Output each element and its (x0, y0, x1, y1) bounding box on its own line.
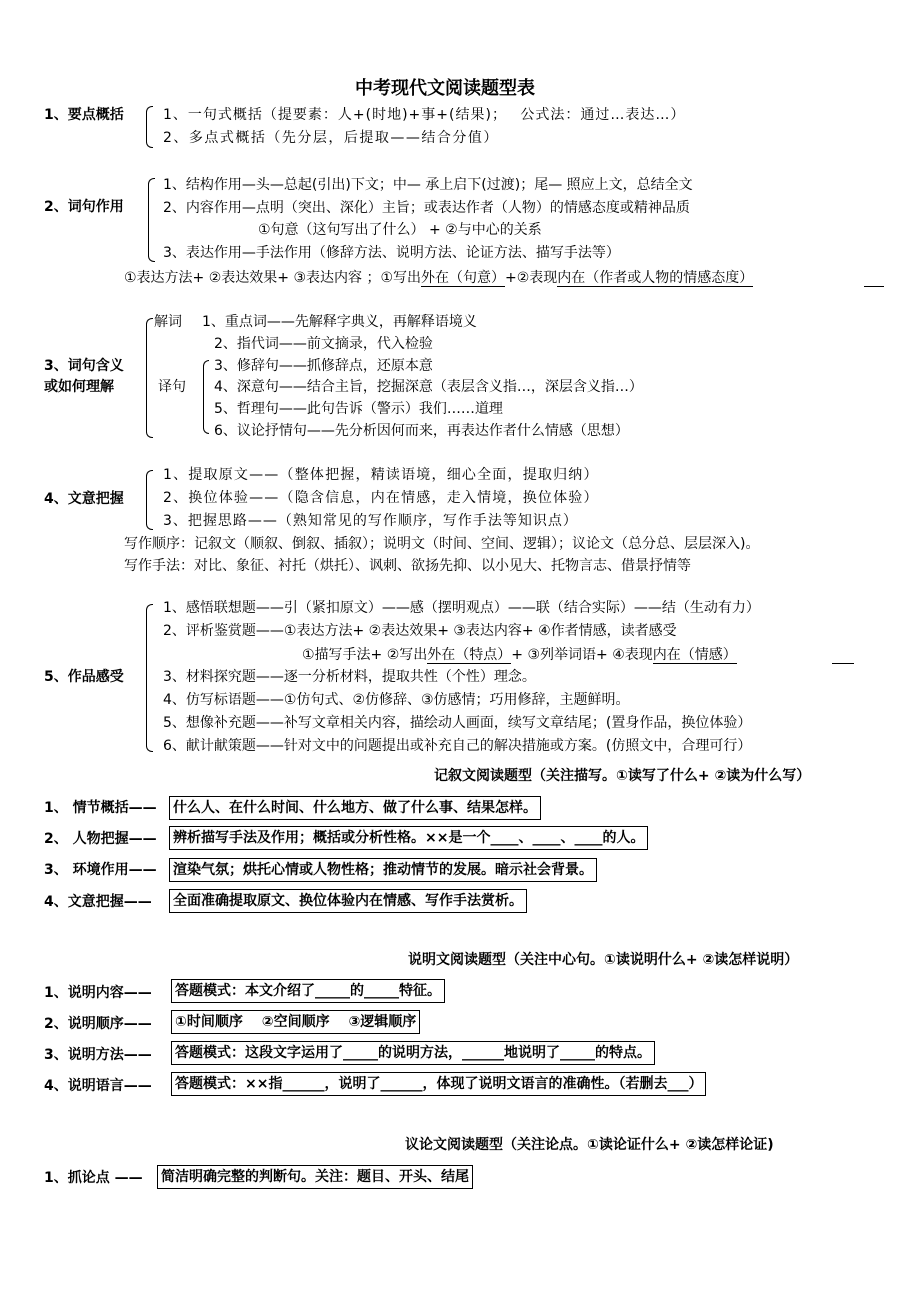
section-2-line-3: ①句意（这句写出了什么） + ②与中心的关系 (258, 222, 542, 238)
narrative-row-2-content: 辨析描写手法及作用；概括或分析性格。××是一个____、____、____的人。 (169, 826, 648, 850)
argumentative-row-1-content: 简洁明确完整的判断句。关注：题目、开头、结尾 (157, 1165, 473, 1189)
section-4-writing-order: 写作顺序：记叙文（顺叙、倒叙、插叙）；说明文（时间、空间、逻辑）；议论文（总分总、层层深入)。 (124, 536, 760, 552)
section-1-heading: 1、要点概括 (44, 107, 124, 123)
section-5-line-6: 5、想像补充题——补写文章相关内容，描绘动人画面，续写文章结尾；(置身作品，换位体验） (163, 715, 752, 731)
expository-row-2-content: ①时间顺序 ②空间顺序 ③逻辑顺序 (171, 1010, 420, 1034)
expository-row-4-content: 答题模式：××指______，说明了______，体现了说明文语言的准确性。（若删去___） (171, 1072, 706, 1096)
section-1-line-2: 2、多点式概括（先分层，后提取——结合分值） (163, 130, 499, 146)
section-4-item-2: 2、换位体验——（隐含信息，内在情感，走入情境，换位体验） (163, 490, 599, 506)
section-3-item-5: 5、哲理句——此句告诉（警示）我们……道理 (214, 401, 503, 417)
section-3-jieci: 解词 (154, 314, 182, 330)
section-5-line-1: 1、感悟联想题——引（紧扣原文）——感（摆明观点）——联（结合实际）——结（生动有力） (163, 600, 760, 616)
narrative-heading: 记叙文阅读题型（关注描写。①读写了什么+ ②读为什么写） (434, 768, 811, 784)
section-3-item-4: 4、深意句——结合主旨，挖掘深意（表层含义指…，深层含义指…） (214, 379, 643, 395)
section-4-brace (146, 470, 153, 530)
section-4-writing-technique: 写作手法：对比、象征、衬托（烘托）、讽刺、欲扬先抑、以小见大、托物言志、借景抒情等 (124, 558, 691, 574)
expository-row-1-content: 答题模式：本文介绍了_____的_____特征。 (171, 979, 445, 1003)
section-2-line-5-c: +②表现 (505, 270, 558, 286)
section-1-brace (146, 106, 153, 148)
narrative-row-3-label: 3、 环境作用—— (44, 862, 157, 878)
narrative-row-1-content: 什么人、在什么时间、什么地方、做了什么事、结果怎样。 (169, 796, 541, 820)
section-3-inner-brace (203, 360, 209, 434)
section-3-brace (146, 318, 153, 438)
section-4-item-1: 1、提取原文——（整体把握，精读语境，细心全面，提取归纳） (163, 467, 599, 483)
page-title: 中考现代文阅读题型表 (355, 78, 535, 99)
section-5-brace (146, 604, 153, 752)
section-4-item-3: 3、把握思路——（熟知常见的写作顺序，写作手法等知识点） (163, 513, 578, 529)
narrative-row-2-label: 2、 人物把握—— (44, 831, 157, 847)
section-2-brace (148, 178, 155, 262)
argumentative-row-1-label: 1、抓论点 —— (44, 1170, 143, 1186)
section-3-item-2: 2、指代词——前文摘录，代入检验 (214, 336, 433, 352)
section-5-line-7: 6、献计献策题——针对文中的问题提出或补充自己的解决措施或方案。(仿照文中，合理可行） (163, 738, 752, 754)
section-5-line-5: 4、仿写标语题——①仿句式、②仿修辞、③仿感情；巧用修辞，主题鲜明。 (163, 692, 630, 708)
argumentative-heading: 议论文阅读题型（关注论点。①读论证什么+ ②读怎样论证) (405, 1137, 774, 1153)
section-5-heading: 5、作品感受 (44, 669, 124, 685)
section-3-item-1: 1、重点词——先解释字典义，再解释语境义 (202, 314, 477, 330)
section-2-heading: 2、词句作用 (44, 199, 124, 215)
section-3-item-6: 6、议论抒情句——先分析因何而来，再表达作者什么情感（思想） (214, 423, 629, 439)
section-5-line-3-b: 外在（特点） (427, 647, 512, 663)
section-2-line-5 (124, 269, 753, 287)
narrative-row-4-content: 全面准确提取原文、换位体验内在情感、写作手法赏析。 (169, 889, 527, 913)
section-2-line-5-a: ①表达方法+ ②表达效果+ ③表达内容 ；①写出 (124, 270, 422, 286)
section-2-line-1: 1、结构作用—头—总起(引出)下文；中— 承上启下(过渡)；尾— 照应上文，总结全文 (163, 177, 693, 193)
expository-row-3-content: 答题模式：这段文字运用了_____的说明方法，______地说明了_____的特点。 (171, 1041, 655, 1065)
section-1-line-1: 1、一句式概括（提要素：人+(时地)+事+(结果)； 公式法：通过…表达…） (163, 107, 686, 123)
section-3-heading-1: 3、词句含义 (44, 358, 124, 374)
section-2-line-2: 2、内容作用—点明（突出、深化）主旨；或表达作者（人物）的情感态度或精神品质 (163, 200, 690, 216)
narrative-row-3-content: 渲染气氛；烘托心情或人物性格；推动情节的发展。暗示社会背景。 (169, 858, 597, 882)
section-2-underline-tail (864, 286, 884, 287)
section-5-line-3-d: 内在（情感） (652, 647, 737, 663)
section-5-line-2: 2、评析鉴赏题——①表达方法+ ②表达效果+ ③表达内容+ ④作者情感，读者感受 (163, 623, 677, 639)
section-2-line-5-d: 内在（作者或人物的情感态度） (557, 270, 754, 286)
expository-heading: 说明文阅读题型（关注中心句。①读说明什么+ ②读怎样说明） (408, 952, 799, 968)
section-5-line-3-c: + ③列举词语+ ④表现 (511, 647, 653, 663)
section-5-underline-tail (832, 663, 854, 664)
section-2-line-5-b: 外在（句意） (421, 270, 506, 286)
section-4-heading: 4、文意把握 (44, 491, 124, 507)
section-3-heading-2: 或如何理解 (44, 379, 114, 395)
section-5-line-3-a: ①描写手法+ ②写出 (302, 647, 428, 663)
section-5-line-3 (302, 646, 737, 664)
expository-row-2-label: 2、说明顺序—— (44, 1016, 152, 1032)
expository-row-1-label: 1、说明内容—— (44, 985, 152, 1001)
expository-row-3-label: 3、说明方法—— (44, 1047, 152, 1063)
section-3-yiju: 译句 (158, 379, 186, 395)
section-5-line-4: 3、材料探究题——逐一分析材料，提取共性（个性）理念。 (163, 669, 536, 685)
narrative-row-4-label: 4、文意把握—— (44, 894, 152, 910)
expository-row-4-label: 4、说明语言—— (44, 1078, 152, 1094)
narrative-row-1-label: 1、 情节概括—— (44, 800, 157, 816)
section-3-item-3: 3、修辞句——抓修辞点，还原本意 (214, 358, 433, 374)
section-2-line-4: 3、表达作用—手法作用（修辞方法、说明方法、论证方法、描写手法等） (163, 245, 620, 261)
